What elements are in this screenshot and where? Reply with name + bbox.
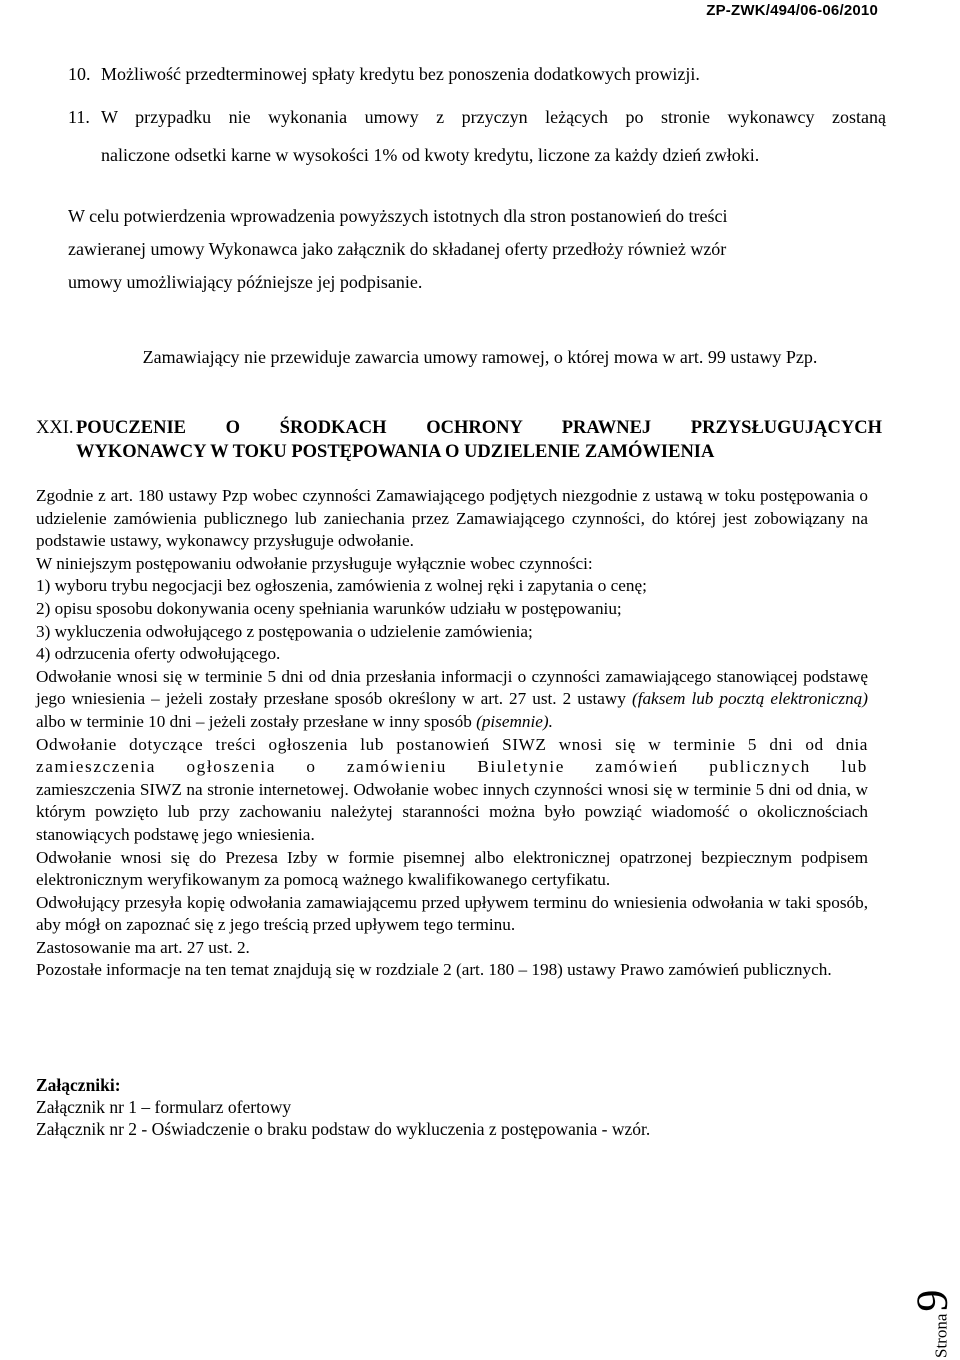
section-title-line: WYKONAWCY W TOKU POSTĘPOWANIA O UDZIELENIE ZAMÓWIENIA [76,442,715,462]
text-run: albo w terminie 10 dni – jeżeli zostały przesłane w inny sposób [36,711,477,731]
body-paragraph: Odwołujący przesyła kopię odwołania zamawiającemu przed upływem terminu do wniesienia odwołania w taki sposób, aby mógł on zapoznać się z jego treścią przed upływem tego terminu. [36,892,868,935]
section-heading [36,416,882,464]
list-text: Możliwość przedterminowej spłaty kredytu bez ponoszenia dodatkowych prowizji. [101,64,700,84]
body-list-item: 2) opisu sposobu dokonywania oceny spełniania warunków udziału w postępowaniu; [36,598,622,618]
body-paragraph: W niniejszym postępowaniu odwołanie przysługuje wyłącznie wobec czynności: [36,553,593,573]
attachment-item: Załącznik nr 1 – formularz ofertowy [36,1097,292,1117]
body-list-item: 1) wyboru trybu negocjacji bez ogłoszenia, zamówienia z wolnej ręki i zapytania o cenę; [36,576,647,596]
list-text-line: W przypadku nie wykonania umowy z przyczyn leżących po stronie wykonawcy zostaną [101,107,886,127]
paragraph-line: umowy umożliwiający późniejsze jej podpisanie. [68,272,423,292]
page-number: 9 [907,1289,956,1312]
list-text-line: naliczone odsetki karne w wysokości 1% od kwoty kredytu, liczone za każdy dzień zwłoki. [101,145,760,165]
list-number: 11. [68,107,90,127]
body-paragraph-line: Odwołanie dotyczące treści ogłoszenia lub postanowień SIWZ wnosi się w terminie 5 dni od dnia [36,734,868,754]
section-title-line: POUCZENIE O ŚRODKACH OCHRONY PRAWNEJ PRZYSŁUGUJĄCYCH [76,418,882,438]
confirmation-paragraph [68,200,890,299]
section-number: XXI. [36,418,74,438]
body-list-item: 3) wykluczenia odwołującego z postępowania o udzielenie zamówienia; [36,621,533,641]
body-paragraph: Odwołanie wnosi się do Prezesa Izby w formie pisemnej albo elektronicznej opatrzonej bezpiecznym podpisem elektronicznym weryfikowanym za pomocą ważnego kwalifikowanego certyfikatu. [36,847,868,890]
body-paragraph: Zgodnie z art. 180 ustawy Pzp wobec czynności Zamawiającego podjętych niezgodnie z ustawą w toku postępowania o udzielenie zamówienia publicznego lub zaniechania przez Zamawiającego czynności, do której jest zobowiązany na podstawie ustawy, wykonawcy przysługuje odwołanie. [36,486,868,551]
body-paragraph: zamieszczenia SIWZ na stronie internetowej. Odwołanie wobec innych czynności wnosi się w terminie 5 dni od dnia, w którym powzięto lub przy zachowaniu należytej staranności można było powziąć wiadomość o okolicznościach stanowiących podstawę jego wniesienia. [36,779,868,844]
document-id: ZP-ZWK/494/06-06/2010 [706,2,878,19]
italic-run: (pisemnie). [476,711,553,731]
body-paragraph-line: zamieszczenia ogłoszenia o zamówieniu Biuletynie zamówień publicznych lub [36,757,868,777]
list-item [68,98,886,174]
list-number: 10. [68,64,91,84]
attachments-block [36,1074,650,1140]
italic-run: (faksem lub pocztą elektroniczną) [631,689,868,709]
list-item [68,62,886,87]
body-paragraph: Zastosowanie ma art. 27 ust. 2. [36,937,250,957]
section-body [36,485,868,982]
attachment-item: Załącznik nr 2 - Oświadczenie o braku podstaw do wykluczenia z postępowania - wzór. [36,1119,651,1139]
page-number-rotated [907,1289,956,1358]
body-list-item: 4) odrzucenia oferty odwołującego. [36,644,281,664]
page-label: Strona [931,1313,950,1358]
attachments-heading: Załączniki: [36,1075,121,1095]
framework-agreement-note: Zamawiający nie przewiduje zawarcia umowy ramowej, o której mowa w art. 99 ustawy Pzp. [142,347,818,367]
page-footer [907,1258,956,1358]
body-paragraph: Pozostałe informacje na ten temat znajdują się w rozdziale 2 (art. 180 – 198) ustawy Prawo zamówień publicznych. [36,960,832,980]
paragraph-line: W celu potwierdzenia wprowadzenia powyższych istotnych dla stron postanowień do treści [68,206,728,226]
paragraph-line: zawieranej umowy Wykonawca jako załącznik do składanej oferty przedłoży również wzór [68,239,727,259]
body-paragraph [36,666,868,734]
text-run: Odwołanie wnosi się w terminie 5 dni od dnia przesłania informacji o czynności zamawiającego stanowiącej podstawę jego wniesienia – jeżeli zostały przesłane sposób określony w art. 27 ust. 2 ustawy [36,666,868,709]
